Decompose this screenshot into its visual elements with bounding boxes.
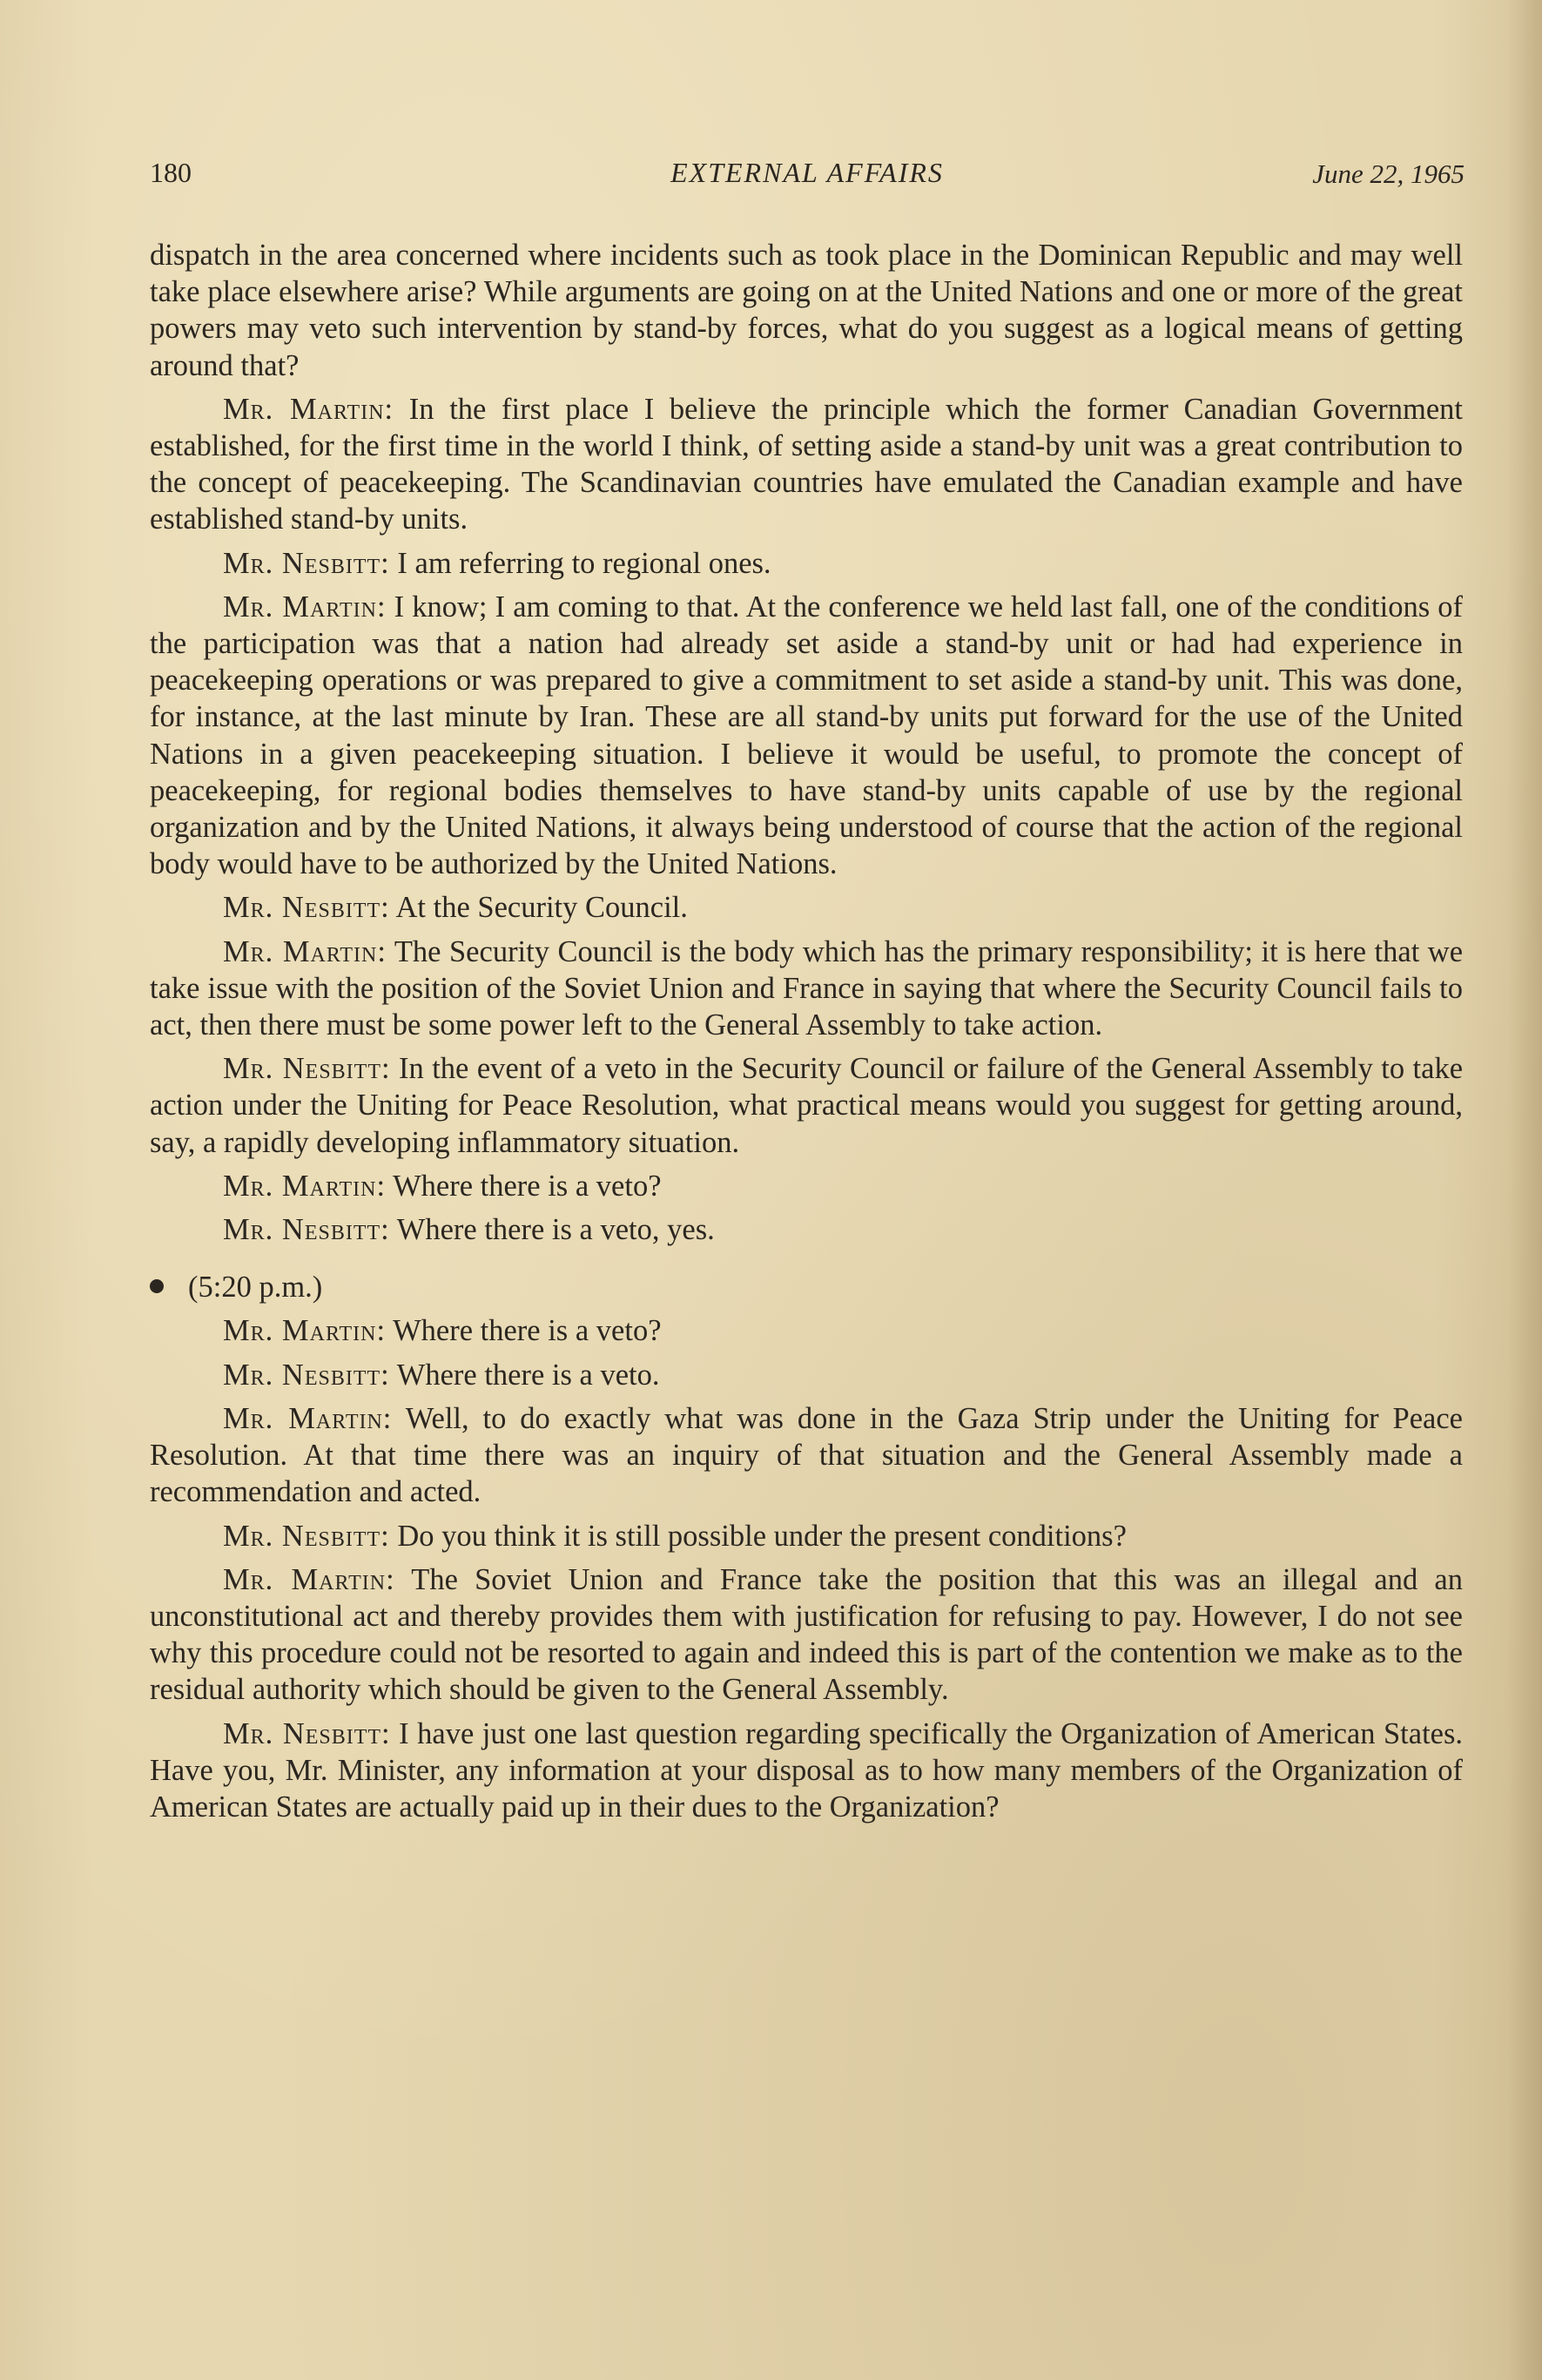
paragraph	[150, 545, 1463, 582]
journal-title: EXTERNAL AFFAIRS	[670, 157, 944, 188]
paragraph-text: Where there is a veto, yes.	[396, 1213, 715, 1247]
speaker-name: Mr. Nesbitt:	[223, 1052, 391, 1086]
issue-date: June 22, 1965	[1312, 158, 1465, 189]
paragraph-text: I am referring to regional ones.	[397, 546, 771, 580]
paragraph-text: Where there is a veto?	[393, 1169, 662, 1203]
speaker-name: Mr. Nesbitt:	[223, 1716, 391, 1750]
paragraph	[150, 1211, 1463, 1248]
paragraph	[150, 589, 1463, 883]
paragraph	[150, 391, 1463, 538]
paragraph-text: Well, to do exactly what was done in the Gaza Strip under the Uniting for Peace Resolution. At that time there was an inquiry of that situation and the General Assembly made a recommendation and acted.	[150, 1401, 1463, 1509]
paragraph	[150, 1357, 1463, 1393]
paragraph	[150, 1312, 1463, 1349]
paragraph	[150, 1400, 1463, 1511]
speaker-name: Mr. Martin:	[223, 590, 387, 624]
speaker-name: Mr. Nesbitt:	[223, 546, 390, 580]
page-number: 180	[150, 157, 192, 188]
paragraph	[150, 1518, 1463, 1554]
paragraph-text: At the Security Council.	[395, 891, 688, 925]
paragraph	[150, 934, 1463, 1044]
bullet-icon	[150, 1279, 164, 1293]
paragraph	[150, 1716, 1463, 1826]
paragraph-text: Do you think it is still possible under the present conditions?	[397, 1519, 1127, 1553]
speaker-name: Mr. Nesbitt:	[223, 891, 390, 925]
paragraph	[150, 1050, 1463, 1161]
speaker-name: Mr. Martin:	[223, 934, 387, 968]
speaker-name: Mr. Martin:	[223, 1401, 393, 1435]
speaker-name: Mr. Martin:	[223, 1562, 395, 1596]
speaker-name: Mr. Nesbitt:	[223, 1213, 390, 1247]
paragraph-text: I have just one last question regarding specifically the Organization of American States. Have you, Mr. Minister, any information at your disposal as to how many members of the Organization of American States are actually paid up in their dues to the Organization?	[150, 1716, 1464, 1824]
paragraph-text: In the first place I believe the principle which the former Canadian Government established, for the first time in the world I think, of setting aside a stand-by unit was a great contribution to the concept of peacekeeping. The Scandinavian countries have emulated the Canadian example and have established stand-by units.	[150, 392, 1463, 536]
running-head	[150, 157, 1465, 200]
speaker-name: Mr. Nesbitt:	[223, 1358, 390, 1392]
paragraph-text: Where there is a veto.	[396, 1358, 660, 1392]
paragraph	[150, 237, 1463, 384]
speaker-name: Mr. Nesbitt:	[223, 1519, 390, 1553]
paragraph	[150, 889, 1463, 926]
time-marker	[150, 1269, 1463, 1305]
paragraph-text: Where there is a veto?	[393, 1314, 662, 1348]
paragraph-text: In the event of a veto in the Security Council or failure of the General Assembly to take action under the Uniting for Peace Resolution, what practical means would you suggest for getting around, say, a rapidly developing inflammatory situation.	[150, 1052, 1464, 1159]
text-body	[150, 237, 1463, 1825]
speaker-name: Mr. Martin:	[223, 1169, 387, 1203]
paragraph	[150, 1168, 1463, 1204]
paragraph-text: The Soviet Union and France take the position that this was an illegal and an unconstitutional act and thereby provides them with justification for refusing to pay. However, I do not see why this procedure could not be resorted to again and indeed this is part of the contention we make as to the residual authority which should be given to the General Assembly.	[150, 1562, 1463, 1707]
speaker-name: Mr. Martin:	[223, 392, 394, 426]
page-edge-shadow	[1507, 0, 1542, 2380]
paragraph	[150, 1561, 1463, 1709]
paragraph-text: I know; I am coming to that. At the conference we held last fall, one of the conditions of the participation was that a nation had already set aside a stand-by unit or had had experience in peacekeeping operations or was prepared to give a commitment to set aside a stand-by unit. This was done, for instance, at the last minute by Iran. These are all stand-by units put forward for the use of the United Nations in a given peacekeeping situation. I believe it would be useful, to promote the concept of peacekeeping, for regional bodies themselves to have stand-by units capable of use by the regional organization and by the United Nations, it always being understood of course that the action of the regional body would have to be authorized by the United Nations.	[150, 590, 1464, 881]
paragraph-text: dispatch in the area concerned where incidents such as took place in the Dominican Republic and may well take place elsewhere arise? While arguments are going on at the United Nations and one or more of the great powers may veto such intervention by stand-by forces, what do you suggest as a logical means of getting around that?	[150, 239, 1463, 382]
paragraph-text: The Security Council is the body which has the primary responsibility; it is here that we take issue with the position of the Soviet Union and France in saying that where the Security Council fails to act, then there must be some power left to the General Assembly to take action.	[150, 934, 1464, 1042]
time-marker-text: (5:20 p.m.)	[188, 1271, 323, 1305]
speaker-name: Mr. Martin:	[223, 1314, 387, 1348]
